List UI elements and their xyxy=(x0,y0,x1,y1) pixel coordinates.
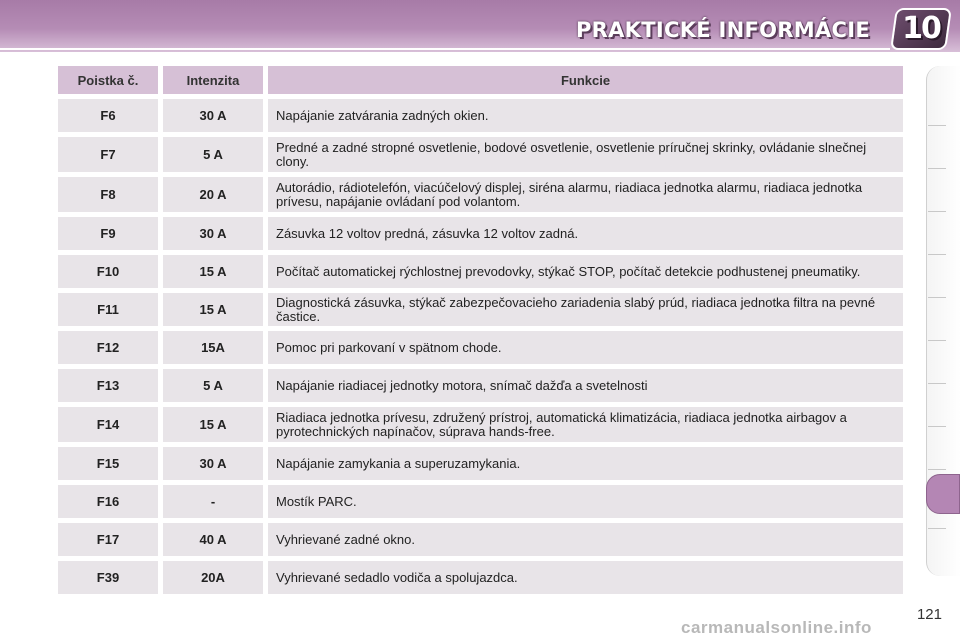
table-row xyxy=(58,177,903,212)
fuse-functions: Mostík PARC. xyxy=(263,485,903,518)
column-header-functions: Funkcie xyxy=(263,66,903,94)
table-row xyxy=(58,447,903,480)
fuse-functions: Napájanie zatvárania zadných okien. xyxy=(263,99,903,132)
table-row xyxy=(58,137,903,172)
fuse-intensity: 30 A xyxy=(158,99,263,132)
column-header-intensity: Intenzita xyxy=(158,66,263,94)
fuse-id: F8 xyxy=(58,177,158,212)
fuse-functions: Riadiaca jednotka prívesu, združený prístroj, automatická klimatizácia, riadiaca jednotka airbagov a pyrotechnických napínačov, súprava hands-free. xyxy=(263,407,903,442)
fuse-id: F15 xyxy=(58,447,158,480)
fuse-intensity: 5 A xyxy=(158,369,263,402)
page-title: PRAKTICKÉ INFORMÁCIE xyxy=(575,18,870,42)
column-header-fuse: Poistka č. xyxy=(58,66,158,94)
fuse-functions: Napájanie riadiacej jednotky motora, snímač dažďa a svetelnosti xyxy=(263,369,903,402)
page-number: 121 xyxy=(916,606,942,623)
fuse-id: F39 xyxy=(58,561,158,594)
side-tab-divider xyxy=(928,383,946,384)
fuse-intensity: 5 A xyxy=(158,137,263,172)
fuse-id: F14 xyxy=(58,407,158,442)
fuse-intensity: 30 A xyxy=(158,447,263,480)
active-chapter-tab xyxy=(926,474,960,514)
fuse-functions: Pomoc pri parkovaní v spätnom chode. xyxy=(263,331,903,364)
fuse-id: F9 xyxy=(58,217,158,250)
watermark: carmanualsonline.info xyxy=(681,618,872,637)
side-tab-divider xyxy=(928,168,946,169)
side-tab-divider xyxy=(928,469,946,470)
fuse-intensity: - xyxy=(158,485,263,518)
fuse-table-container xyxy=(58,66,903,599)
fuse-id: F6 xyxy=(58,99,158,132)
side-tab-divider xyxy=(928,211,946,212)
side-tab-divider xyxy=(928,426,946,427)
fuse-id: F13 xyxy=(58,369,158,402)
side-tab-divider xyxy=(928,340,946,341)
side-tab-divider xyxy=(928,297,946,298)
fuse-id: F17 xyxy=(58,523,158,556)
table-row xyxy=(58,99,903,132)
fuse-intensity: 15 A xyxy=(158,255,263,288)
table-header-row xyxy=(58,66,903,94)
table-row xyxy=(58,407,903,442)
table-row xyxy=(58,369,903,402)
fuse-id: F11 xyxy=(58,293,158,326)
table-row xyxy=(58,485,903,518)
fuse-intensity: 20 A xyxy=(158,177,263,212)
fuse-intensity: 20A xyxy=(158,561,263,594)
side-tab-divider xyxy=(928,254,946,255)
fuse-id: F10 xyxy=(58,255,158,288)
side-tab-divider xyxy=(928,125,946,126)
fuse-intensity: 40 A xyxy=(158,523,263,556)
fuse-id: F16 xyxy=(58,485,158,518)
table-row xyxy=(58,523,903,556)
side-tab-divider xyxy=(928,528,946,529)
fuse-functions: Predné a zadné stropné osvetlenie, bodové osvetlenie, osvetlenie príručnej skrinky, ovládanie slnečnej clony. xyxy=(263,137,903,172)
table-row xyxy=(58,217,903,250)
fuse-functions: Počítač automatickej rýchlostnej prevodovky, stýkač STOP, počítač detekcie podhustenej pneumatiky. xyxy=(263,255,903,288)
fuse-functions: Diagnostická zásuvka, stýkač zabezpečovacieho zariadenia slabý prúd, riadiaca jednotka filtra na pevné častice. xyxy=(263,293,903,326)
fuse-id: F12 xyxy=(58,331,158,364)
fuse-functions: Vyhrievané sedadlo vodiča a spolujazdca. xyxy=(263,561,903,594)
fuse-intensity: 15 A xyxy=(158,407,263,442)
fuse-id: F7 xyxy=(58,137,158,172)
fuse-functions: Vyhrievané zadné okno. xyxy=(263,523,903,556)
fuse-intensity: 15A xyxy=(158,331,263,364)
header-divider xyxy=(0,48,890,50)
fuse-functions: Napájanie zamykania a superuzamykania. xyxy=(263,447,903,480)
table-row xyxy=(58,331,903,364)
fuse-intensity: 30 A xyxy=(158,217,263,250)
chapter-number: 10 xyxy=(902,11,940,46)
fuse-table xyxy=(58,61,903,599)
fuse-functions: Autorádio, rádiotelefón, viacúčelový displej, siréna alarmu, riadiaca jednotka alarmu, riadiaca jednotka prívesu, napájanie ovládaní pod volantom. xyxy=(263,177,903,212)
table-row xyxy=(58,561,903,594)
fuse-intensity: 15 A xyxy=(158,293,263,326)
table-row xyxy=(58,255,903,288)
table-row xyxy=(58,293,903,326)
fuse-functions: Zásuvka 12 voltov predná, zásuvka 12 voltov zadná. xyxy=(263,217,903,250)
